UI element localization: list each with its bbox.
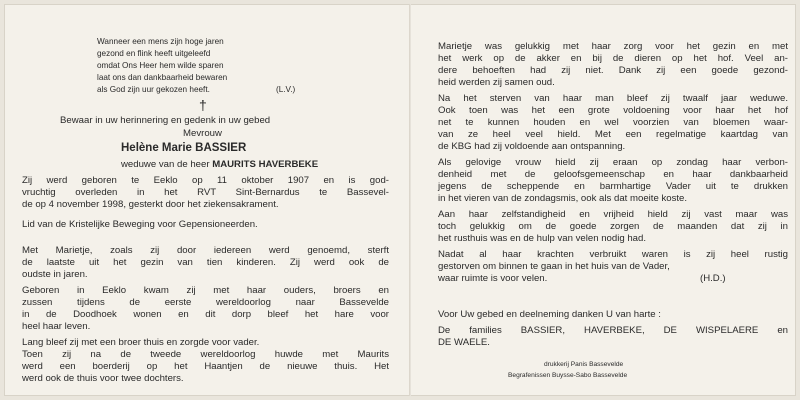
bio-line: Met Marietje, zoals zij door iedereen werd genoemd, sterft: [22, 245, 389, 256]
paragraph-line: Ook toen was het een grote voldoening voor haar het hof: [438, 105, 788, 116]
bio-line: heel haar leven.: [22, 321, 91, 332]
bio-line: werd ook de thuis voor twee dochters.: [22, 373, 184, 384]
paragraph-line: toch gelukkig om de goede zorgen de maanden dat zij in: [438, 221, 788, 232]
paragraph-line: dere behoeften had zij niet. Dank zij een goede gezond-: [438, 65, 788, 76]
memorial-card: [4, 4, 796, 396]
paragraph-line: het werk op de akker en bij de dieren op het hof. Veel an-: [438, 53, 788, 64]
paragraph-line: gestorven om binnen te gaan in het huis van de Vader,: [438, 261, 670, 272]
poem-line: Wanneer een mens zijn hoge jaren: [97, 37, 224, 46]
paragraph-line: Nadat al haar krachten verbruikt waren is zij heel rustig: [438, 249, 788, 260]
bio-line: werd een boerderij op het Haantjen de nieuwe thuis. Het: [22, 361, 389, 372]
bio-line: Geboren in Eeklo kwam zij met haar ouders, broers en: [22, 285, 389, 296]
thanks-line: Voor Uw gebed en deelneming danken U van harte :: [438, 309, 661, 320]
widow-line: [121, 159, 318, 171]
poem-line: als God zijn uur gekozen heeft.: [97, 85, 210, 94]
remember-line: Bewaar in uw herinnering en gedenk in uw gebed: [60, 115, 271, 126]
poem-signature: (L.V.): [276, 85, 296, 94]
paragraph-line: waar ruimte is voor velen.: [438, 273, 548, 284]
paragraph-line: Als gelovige vrouw hield zij eraan op zondag haar verbon-: [438, 157, 788, 168]
paragraph-line: het rusthuis was en de hulp van velen nodig had.: [438, 233, 647, 244]
paragraph-line: heid werden zij samen oud.: [438, 77, 555, 88]
paragraph-line: net te kunnen houden en wel voorzien van bloemen waar-: [438, 117, 788, 128]
deceased-surname: BASSIER: [195, 142, 247, 154]
paragraph-line: Aan haar zelfstandigheid en vrijheid hield zij vast maar was: [438, 209, 788, 220]
paragraph-line: Marietje was gelukkig met haar zorg voor het gezin en met: [438, 41, 788, 52]
bio-line: oudste in jaren.: [22, 269, 88, 280]
bio-line: Toen zij na de tweede wereldoorlog huwde met Maurits: [22, 349, 389, 360]
paragraph-line: van ze heel veel hield. Met een regelmatige kaartdag van: [438, 129, 788, 140]
bio-line: Lang bleef zij met een broer thuis en zorgde voor vader.: [22, 337, 260, 348]
card-fold: [409, 4, 411, 396]
poem-line: gezond en flink heeft uitgeleefd: [97, 49, 211, 58]
widow-name: MAURITS HAVERBEKE: [212, 159, 319, 170]
paragraph-signature: (H.D.): [700, 273, 726, 284]
families-line: DE WAELE.: [438, 337, 490, 348]
bio-line: de laatste uit het gezin van tien kinderen. Zij werd ook de: [22, 257, 389, 268]
paragraph-line: Na het sterven van haar man bleef zij twaalf jaar weduwe.: [438, 93, 788, 104]
membership-line: Lid van de Kristelijke Beweging voor Gepensioneerden.: [22, 219, 258, 230]
title: Mevrouw: [183, 128, 222, 139]
widow-prefix: weduwe van de heer: [121, 159, 213, 170]
paragraph-line: de KBG had zij voldoende aan ontspanning.: [438, 141, 626, 152]
birth-line: vruchtig overleden in het RVT Sint-Bernardus te Bassevel-: [22, 187, 389, 198]
paragraph-line: in het vieren van de zondagsmis, ook als dat moeite koste.: [438, 193, 688, 204]
deceased-name: [121, 141, 246, 155]
paragraph-line: denheid met de geloofsgemeenschap en haar dankbaarheid: [438, 169, 788, 180]
families-line: De families BASSIER, HAVERBEKE, DE WISPELAERE en: [438, 325, 788, 336]
cross-icon: †: [199, 97, 207, 113]
birth-line: de op 4 november 1998, gesterkt door het ziekensakrament.: [22, 199, 279, 210]
funeral-home-credit: Begrafenissen Buysse-Sabo Bassevelde: [508, 372, 628, 379]
poem-line: laat ons dan dankbaarheid bewaren: [97, 73, 228, 82]
poem-line: omdat Ons Heer hem wilde sparen: [97, 61, 224, 70]
deceased-first-names: Helène Marie: [121, 142, 196, 154]
paragraph-line: jegens de scheppende en barmhartige Vader uit te drukken: [438, 181, 788, 192]
bio-line: in de Doodhoek wonen en dit dorp bleef het hare voor: [22, 309, 389, 320]
printer-credit: drukkerij Panis Bassevelde: [544, 361, 624, 368]
birth-line: Zij werd geboren te Eeklo op 11 oktober 1907 en is god-: [22, 175, 389, 186]
bio-line: zussen tijdens de eerste wereldoorlog naar Bassevelde: [22, 297, 389, 308]
